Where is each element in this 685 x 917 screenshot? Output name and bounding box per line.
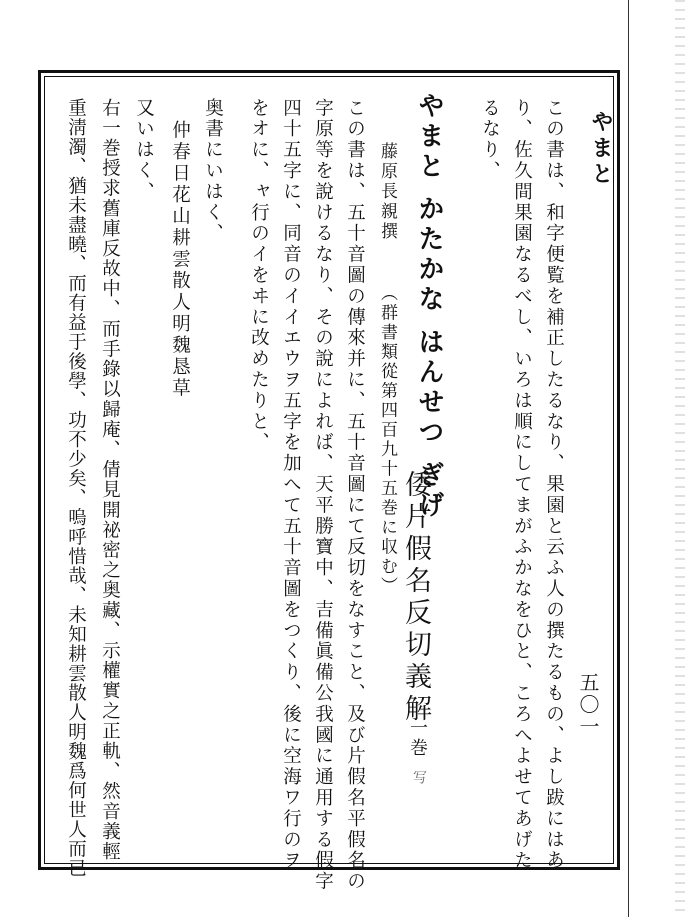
text-column-2: り、佐久間果園なるべし、いろは順にしてまがふかなをひと、ころへよせてあげた <box>511 98 533 872</box>
text-column-8: 奥書にいはく、 <box>202 98 224 245</box>
text-column-1: この書は、和字便覧を補正したるなり、果園と云ふ人の撰たるもの、よし跋にはあ <box>543 98 565 872</box>
text-column-5: 字原等を說けるなり、その說によれば、天平勝寶中、吉備眞備公我國に通用する假字 <box>312 98 334 893</box>
page-number: 五〇一 <box>576 672 600 738</box>
running-head: やまと <box>588 110 614 188</box>
entry-source: （群書類從第四百九十五巻に収む） <box>377 284 397 596</box>
text-column-6: 四十五字に、同音のイイエウヲ五字を加へて五十音圖をつくり、後に空海ワ行のヲ <box>280 98 302 872</box>
text-column-11: 重淸濁、猶未盡曉、而有益于後學、功不少矣、嗚呼惜哉、未知耕雲散人明魏爲何世人而已 <box>65 98 87 878</box>
entry-stamp: 写 <box>411 770 427 784</box>
colophon-signature: 仲春日花山耕雲散人明魏恳草 <box>169 120 191 400</box>
text-column-7: をオに、ャ行のイをヰに改めたりと、 <box>248 98 270 454</box>
entry-reading: やまと かたかな はんせつ ぎげ <box>414 92 444 522</box>
text-column-9: 又いはく、 <box>133 98 155 203</box>
text-column-4: この書は、五十音圖の傳來并に、五十音圖にて反切をなすこと、及び片假名平假名の <box>344 98 366 893</box>
entry-title: 倭片假名反切義解 <box>400 470 431 726</box>
text-column-3: るなり、 <box>479 98 501 182</box>
text-column-10: 右一巻授求舊庫反故中、而手錄以歸庵、倩見開祕密之奥藏、示權實之正軌、然音義輕 <box>99 98 121 862</box>
entry-volume: 一巻 <box>407 718 428 758</box>
scan-edge-noise <box>675 0 685 917</box>
entry-author: 藤原長親撰 <box>377 142 397 242</box>
